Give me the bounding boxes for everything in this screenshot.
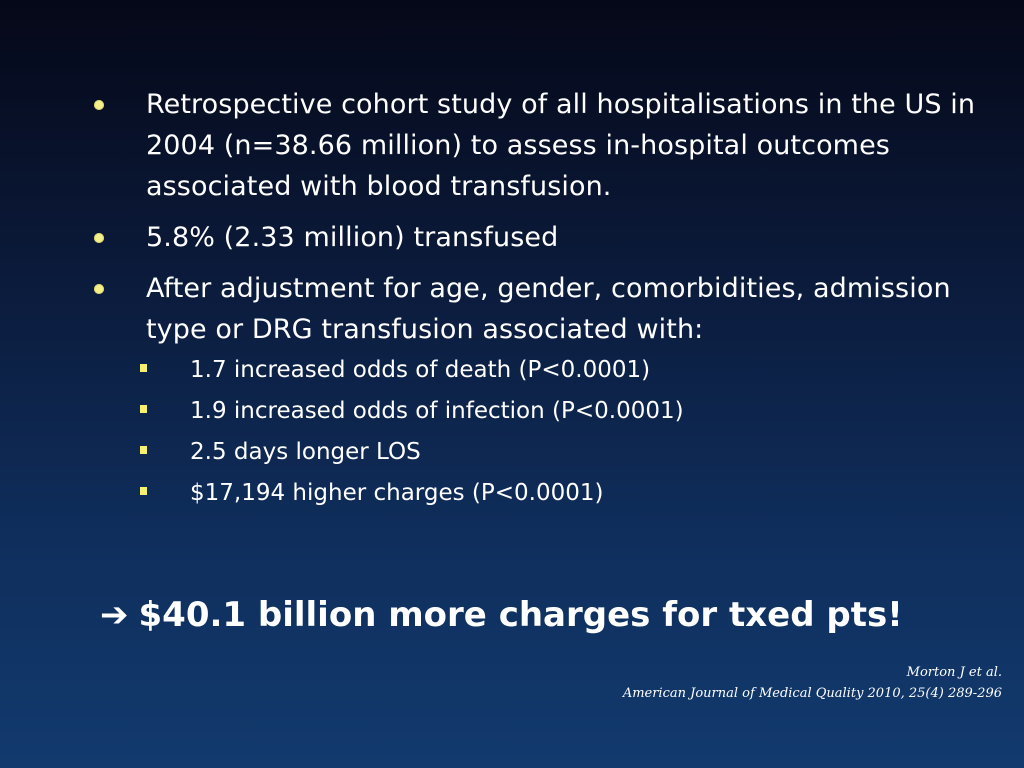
bullet-text: After adjustment for age, gender, comorbidities, admission type or DRG transfusion associated with: (146, 273, 951, 345)
subbullet-text: 2.5 days longer LOS (190, 439, 421, 465)
bullet-item (90, 84, 980, 207)
right-arrow-icon: ➔ (100, 595, 129, 635)
subbullet-text: 1.9 increased odds of infection (P<0.0001) (190, 398, 684, 424)
bullet-text: Retrospective cohort study of all hospitalisations in the US in 2004 (n=38.66 million) to assess in-hospital outcomes associated with blood transfusion. (146, 89, 976, 202)
bullet-dot-icon (94, 100, 104, 110)
subbullet-item (90, 473, 980, 514)
citation-journal: American Journal of Medical Quality 2010, 25(4) 289-296 (622, 686, 1002, 701)
square-bullet-icon (140, 487, 147, 495)
subbullet-item (90, 432, 980, 473)
conclusion-text: $40.1 billion more charges for txed pts! (138, 595, 903, 635)
subbullet-item (90, 391, 980, 432)
subbullet-item (90, 350, 980, 391)
subbullet-text: 1.7 increased odds of death (P<0.0001) (190, 357, 651, 383)
square-bullet-icon (140, 364, 147, 372)
citation (623, 662, 1002, 704)
citation-author: Morton J et al. (906, 665, 1002, 680)
square-bullet-icon (140, 405, 147, 413)
conclusion (100, 590, 903, 640)
bullet-item (90, 217, 980, 258)
bullet-text: 5.8% (2.33 million) transfused (146, 222, 559, 253)
bullet-dot-icon (94, 233, 104, 243)
subbullet-list (90, 350, 980, 514)
bullet-dot-icon (94, 284, 104, 294)
bullet-list (90, 84, 980, 350)
square-bullet-icon (140, 446, 147, 454)
subbullet-text: $17,194 higher charges (P<0.0001) (190, 480, 604, 506)
bullet-item (90, 268, 980, 350)
